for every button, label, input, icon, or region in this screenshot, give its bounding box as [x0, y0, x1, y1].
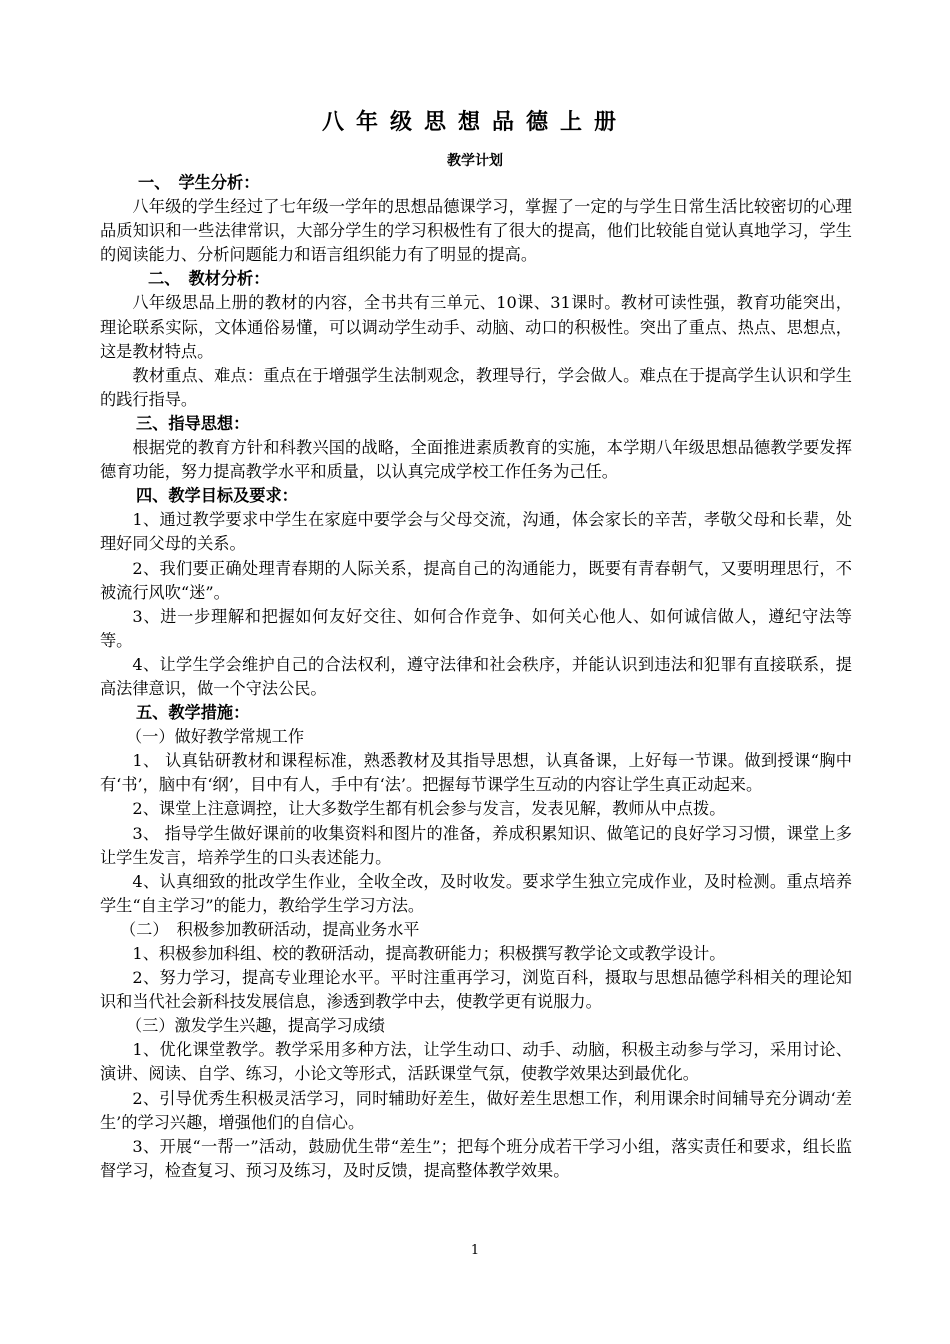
paragraph: 1、积极参加科组、校的教研活动，提高教研能力；积极撰写教学论文或教学设计。 [132, 944, 726, 963]
paragraph: 1、优化课堂教学。教学采用多种方法，让学生动口、动手、动脑，积极主动参与学习，采用讨论、演讲、阅读、自学、练习，小论文等形式，活跃课堂气氛，使教学效果达到最优化。 [100, 1040, 852, 1084]
paragraph: 4、认真细致的批改学生作业，全收全改，及时收发。要求学生独立完成作业，及时检测。重点培养学生“自主学习”的能力，教给学生学习方法。 [100, 871, 852, 915]
paragraph: 2、引导优秀生积极灵活学习，同时辅助好差生，做好差生思想工作，利用课余时间辅导充分调动‘差生’的学习兴趣，增强他们的自信心。 [100, 1088, 852, 1132]
paragraph: 2、努力学习，提高专业理论水平。平时注重再学习，浏览百科，摄取与思想品德学科相关的理论知识和当代社会新科技发展信息，渗透到教学中去，使教学更有说服力。 [100, 968, 852, 1012]
page-number: 1 [470, 1243, 480, 1258]
paragraph: 八年级思品上册的教材的内容，全书共有三单元、10课、31课时。教材可读性强，教育功能突出，理论联系实际，文体通俗易懂，可以调动学生动手、动脑、动口的积极性。突出了重点、热点、思想点，这是教材特点。 [100, 293, 852, 361]
paragraph: 3、开展“一帮一”活动，鼓励优生带“差生”；把每个班分成若干学习小组，落实责任和要求，组长监督学习，检查复习、预习及练习，及时反馈，提高整体教学效果。 [100, 1136, 852, 1180]
paragraph: 2、课堂上注意调控，让大多数学生都有机会参与发言，发表见解，教师从中点拨。 [132, 799, 726, 819]
section-heading: 二、 教材分析： [148, 269, 270, 289]
subsection-heading: （二） 积极参加教研活动，提高业务水平 [120, 919, 420, 939]
paragraph: 根据党的教育方针和科教兴国的战略，全面推进素质教育的实施，本学期八年级思想品德教学要发挥德育功能，努力提高教学水平和质量，以认真完成学校工作任务为己任。 [100, 438, 852, 482]
paragraph: 2、我们要正确处理青春期的人际关系，提高自己的沟通能力，既要有青春朝气，又要明理思行，不被流行风吹“迷”。 [100, 558, 852, 602]
section-heading: 五、教学措施： [136, 703, 250, 723]
paragraph: 教材重点、难点：重点在于增强学生法制观念，教理导行，学会做人。难点在于提高学生认识和学生的践行指导。 [100, 365, 852, 409]
subsection-heading: （一）做好教学常规工作 [126, 727, 305, 747]
section-heading: 三、指导思想： [136, 413, 250, 433]
paragraph: 1、通过教学要求中学生在家庭中要学会与父母交流，沟通，体会家长的辛苦，孝敬父母和长辈，处理好同父母的关系。 [100, 510, 852, 554]
paragraph: 1、 认真钻研教材和课程标准，熟悉教材及其指导思想，认真备课，上好每一节课。做到授课“胸中有‘书’，脑中有‘纲’，目中有人，手中有‘法’。把握每节课学生互动的内容让学生真正动起来。 [100, 751, 852, 795]
document-title: 八年级思想品德上册 [321, 110, 628, 135]
paragraph: 4、让学生学会维护自己的合法权利，遵守法律和社会秩序，并能认识到违法和犯罪有直接联系，提高法律意识，做一个守法公民。 [100, 654, 852, 698]
section-heading: 四、教学目标及要求： [136, 486, 298, 506]
paragraph: 3、进一步理解和把握如何友好交往、如何合作竞争、如何关心他人、如何诚信做人，遵纪守法等等。 [100, 606, 852, 650]
document-subtitle: 教学计划 [447, 153, 503, 169]
subsection-heading: （三）激发学生兴趣，提高学习成绩 [126, 1016, 385, 1036]
paragraph: 八年级的学生经过了七年级一学年的思想品德课学习，掌握了一定的与学生日常生活比较密切的心理品质知识和一些法律常识，大部分学生的学习积极性有了很大的提高，他们比较能自觉认真地学习，学生的阅读能力、分析问题能力和语言组织能力有了明显的提高。 [100, 197, 852, 265]
document-body [100, 171, 852, 1183]
paragraph: 3、 指导学生做好课前的收集资料和图片的准备，养成积累知识、做笔记的良好学习习惯，课堂上多让学生发言，培养学生的口头表述能力。 [100, 823, 852, 867]
section-heading: 一、 学生分析： [138, 173, 260, 192]
